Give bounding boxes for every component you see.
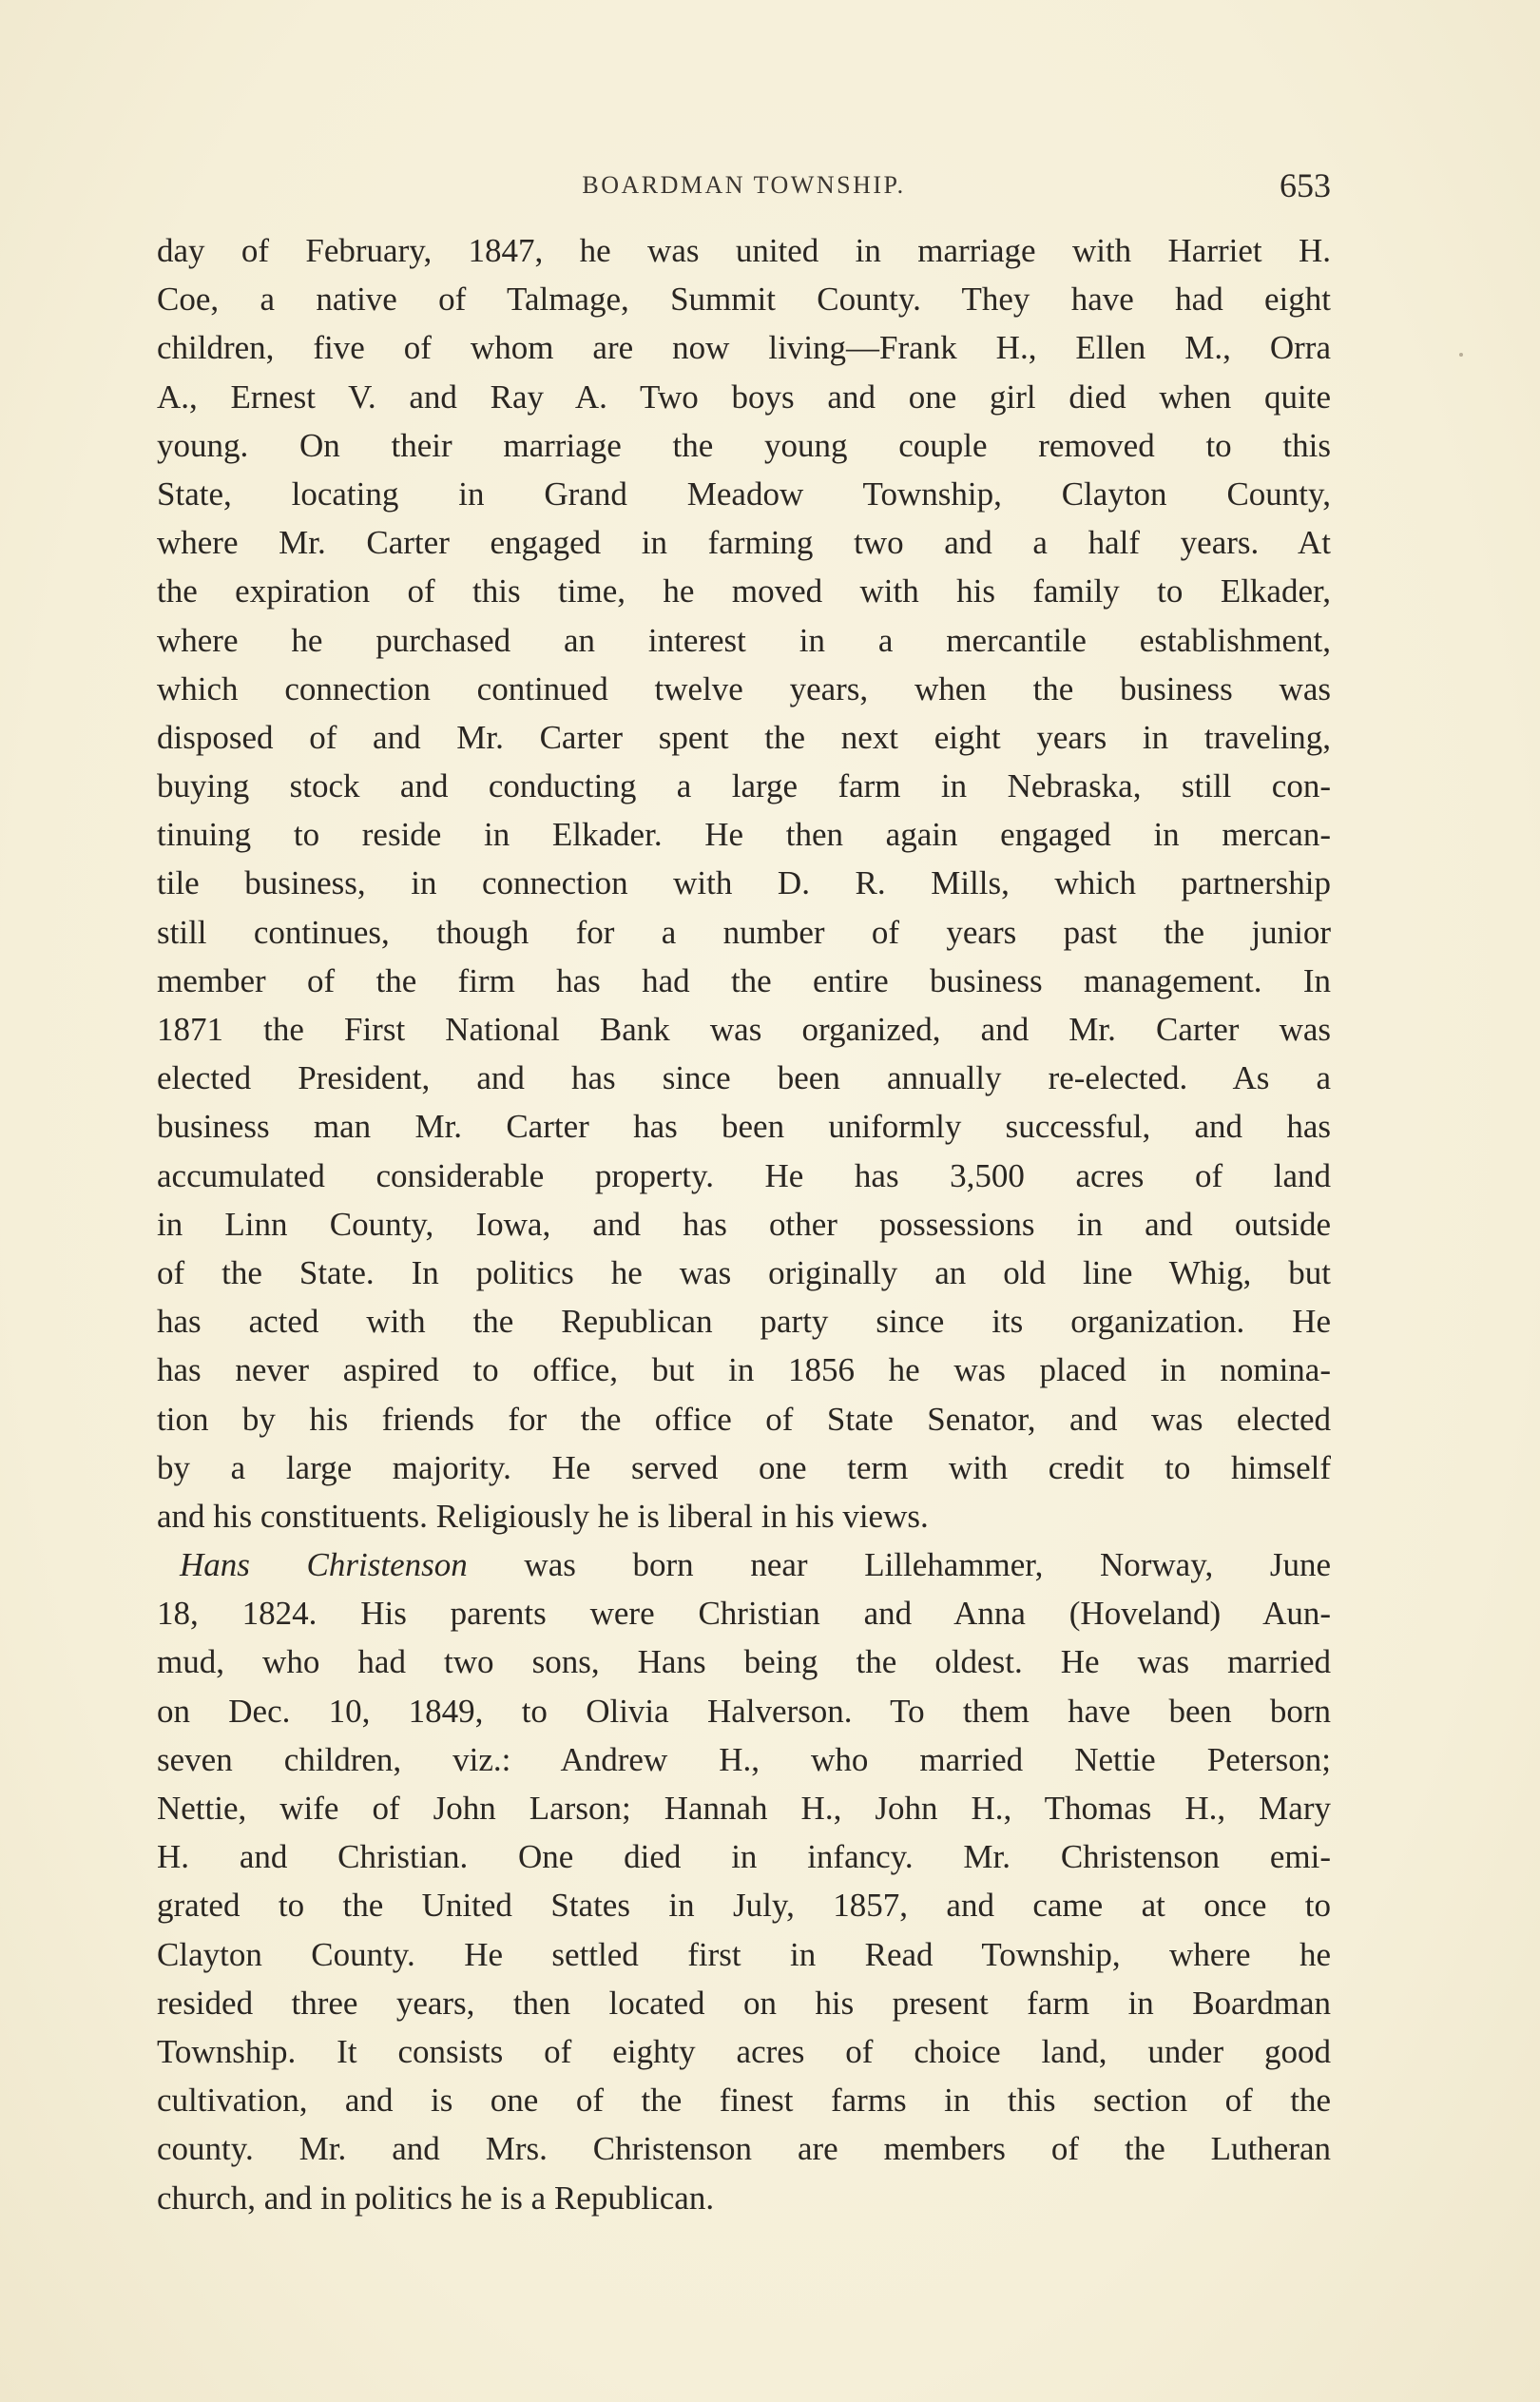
text-line: cultivation, and is one of the finest farms in this section of the bbox=[157, 2082, 1331, 2120]
text-line: disposed of and Mr. Carter spent the next eight years in traveling, bbox=[157, 718, 1331, 756]
text-line: Township. It consists of eighty acres of choice land, under good bbox=[157, 2032, 1331, 2070]
text-line: accumulated considerable property. He has 3,500 acres of land bbox=[157, 1156, 1331, 1194]
text-line: business man Mr. Carter has been uniformly successful, and has bbox=[157, 1108, 1331, 1146]
text-line: Nettie, wife of John Larson; Hannah H., John H., Thomas H., Mary bbox=[157, 1790, 1331, 1827]
text-line: and his constituents. Religiously he is liberal in his views. bbox=[157, 1497, 929, 1535]
text-line: H. and Christian. One died in infancy. Mr. Christenson emi- bbox=[157, 1838, 1331, 1876]
text-line: tion by his friends for the office of State Senator, and was elected bbox=[157, 1400, 1331, 1438]
text-line: by a large majority. He served one term with credit to himself bbox=[157, 1448, 1331, 1486]
body-text bbox=[157, 226, 1331, 2222]
text-line: has acted with the Republican party since its organization. He bbox=[157, 1303, 1331, 1341]
text-line: which connection continued twelve years, when the business was bbox=[157, 669, 1331, 707]
text-line: day of February, 1847, he was united in marriage with Harriet H. bbox=[157, 232, 1331, 269]
text-line: grated to the United States in July, 1857, and came at once to bbox=[157, 1887, 1331, 1925]
text-line: elected President, and has since been annually re-elected. As a bbox=[157, 1059, 1331, 1097]
text-line: State, locating in Grand Meadow Township, Clayton County, bbox=[157, 475, 1331, 513]
text-line: member of the firm has had the entire business management. In bbox=[157, 961, 1331, 999]
page-number: 653 bbox=[1280, 166, 1331, 204]
text-line: the expiration of this time, he moved with his family to Elkader, bbox=[157, 572, 1331, 610]
paragraph-opening-line bbox=[157, 1540, 1331, 1589]
text-line: buying stock and conducting a large farm in Nebraska, still con- bbox=[157, 767, 1331, 805]
text-line: young. On their marriage the young couple removed to this bbox=[157, 426, 1331, 464]
text-line: church, and in politics he is a Republican. bbox=[157, 2179, 715, 2217]
text-line: still continues, though for a number of years past the junior bbox=[157, 913, 1331, 951]
text-line: where he purchased an interest in a mercantile establishment, bbox=[157, 621, 1331, 659]
text-line: has never aspired to office, but in 1856 he was placed in nomina- bbox=[157, 1351, 1331, 1389]
text-line: tinuing to reside in Elkader. He then again engaged in mercan- bbox=[157, 816, 1331, 854]
text-line: Clayton County. He settled first in Read Township, where he bbox=[157, 1935, 1331, 1973]
italic-person-name: Hans Christenson bbox=[180, 1546, 468, 1584]
text-line: resided three years, then located on his present farm in Boardman bbox=[157, 1984, 1331, 2022]
text-line: mud, who had two sons, Hans being the oldest. He was married bbox=[157, 1643, 1331, 1681]
text-line: county. Mr. and Mrs. Christenson are members of the Lutheran bbox=[157, 2130, 1331, 2168]
text-line: 18, 1824. His parents were Christian and Anna (Hoveland) Aun- bbox=[157, 1595, 1331, 1633]
text-line: in Linn County, Iowa, and has other possessions in and outside bbox=[157, 1205, 1331, 1243]
text-line: where Mr. Carter engaged in farming two and a half years. At bbox=[157, 524, 1331, 562]
text-line: of the State. In politics he was originally an old line Whig, but bbox=[157, 1253, 1331, 1291]
text-line: 1871 the First National Bank was organized, and Mr. Carter was bbox=[157, 1011, 1331, 1048]
opening-line-rest: was born near Lillehammer, Norway, June bbox=[524, 1546, 1331, 1584]
text-line: on Dec. 10, 1849, to Olivia Halverson. To them have been born bbox=[157, 1692, 1331, 1730]
running-head: BOARDMAN TOWNSHIP. bbox=[582, 171, 906, 199]
text-line: Coe, a native of Talmage, Summit County. They have had eight bbox=[157, 281, 1331, 319]
text-line: tile business, in connection with D. R. Mills, which partnership bbox=[157, 864, 1331, 902]
page-header bbox=[157, 165, 1331, 213]
text-line: A., Ernest V. and Ray A. Two boys and one girl died when quite bbox=[157, 378, 1331, 416]
margin-speck bbox=[1459, 353, 1463, 357]
text-line: seven children, viz.: Andrew H., who married Nettie Peterson; bbox=[157, 1740, 1331, 1778]
text-line: children, five of whom are now living—Frank H., Ellen M., Orra bbox=[157, 329, 1331, 367]
